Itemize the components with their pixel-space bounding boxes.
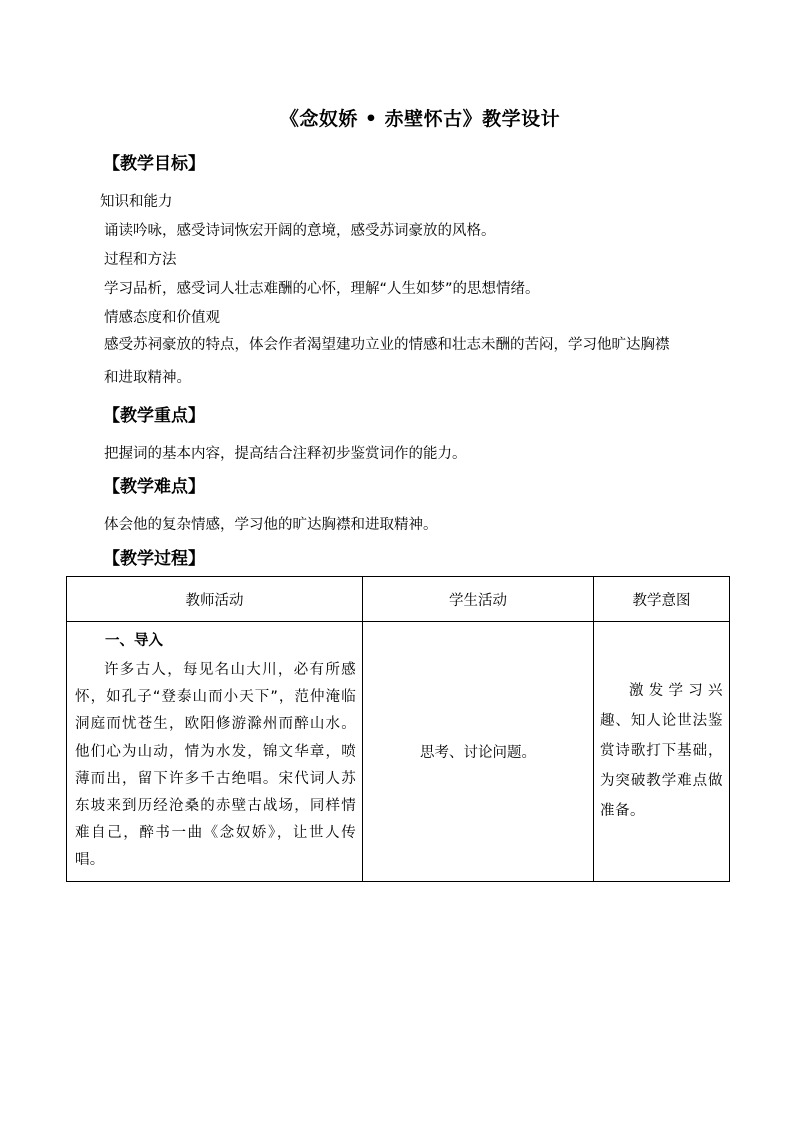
emotion-text-line1: 感受苏祠豪放的特点，体会作者渴望建功立业的情感和壮志未酬的苦闷，学习他旷达胸襟: [104, 337, 670, 353]
difficulties-text: 体会他的复杂情感，学习他的旷达胸襟和进取精神。: [104, 517, 438, 533]
student-activity-cell: [363, 622, 594, 882]
method-text: 学习品析，感受词人壮志难酬的心怀，理解“人生如梦”的思想情绪。: [104, 281, 540, 297]
key-points-text: 把握词的基本内容，提高结合注释初步鉴赏词作的能力。: [104, 446, 467, 462]
column-header-intent: 教学意图: [594, 577, 730, 622]
knowledge-label: 知识和能力: [100, 194, 173, 210]
emotion-label: 情感态度和价值观: [104, 310, 220, 326]
table-row: [67, 622, 730, 882]
document-title: 《念奴娇 • 赤壁怀古》教学设计: [279, 108, 561, 130]
teaching-intent-text: 激发学习兴趣、知人论世法鉴赏诗歌打下基础，为突破教学难点做准备。: [600, 683, 723, 820]
teaching-intent-cell: [594, 622, 730, 882]
teacher-activity-text: 许多古人，每见名山大川，必有所感怀，如孔子“登泰山而小天下”，范仲淹临洞庭而忧苍生，欧阳修游滁州而醉山水。他们心为山动，情为水发，锦文华章，喷薄而出，留下许多千古绝唱。宋代词人苏东坡来到历经沧桑的赤壁古战场，同样情难自己，醉书一曲《念奴娇》，让世人传唱。: [75, 662, 356, 869]
emotion-text-line2: 和进取精神。: [104, 370, 191, 386]
key-points-heading: 【教学重点】: [103, 406, 205, 426]
knowledge-text: 诵读吟咏，感受诗词恢宏开阔的意境，感受苏词豪放的风格。: [104, 223, 496, 239]
student-activity-text: 思考、讨论问题。: [420, 744, 536, 761]
objectives-heading: 【教学目标】: [103, 154, 205, 174]
difficulties-heading: 【教学难点】: [103, 477, 205, 497]
table-header-row: [67, 577, 730, 622]
process-table: [66, 576, 730, 882]
column-header-student: 学生活动: [363, 577, 594, 622]
column-header-teacher: 教师活动: [67, 577, 363, 622]
process-heading: 【教学过程】: [103, 549, 205, 569]
teacher-activity-heading: 一、导入: [105, 633, 163, 649]
method-label: 过程和方法: [104, 252, 177, 268]
teacher-activity-cell: [67, 622, 363, 882]
